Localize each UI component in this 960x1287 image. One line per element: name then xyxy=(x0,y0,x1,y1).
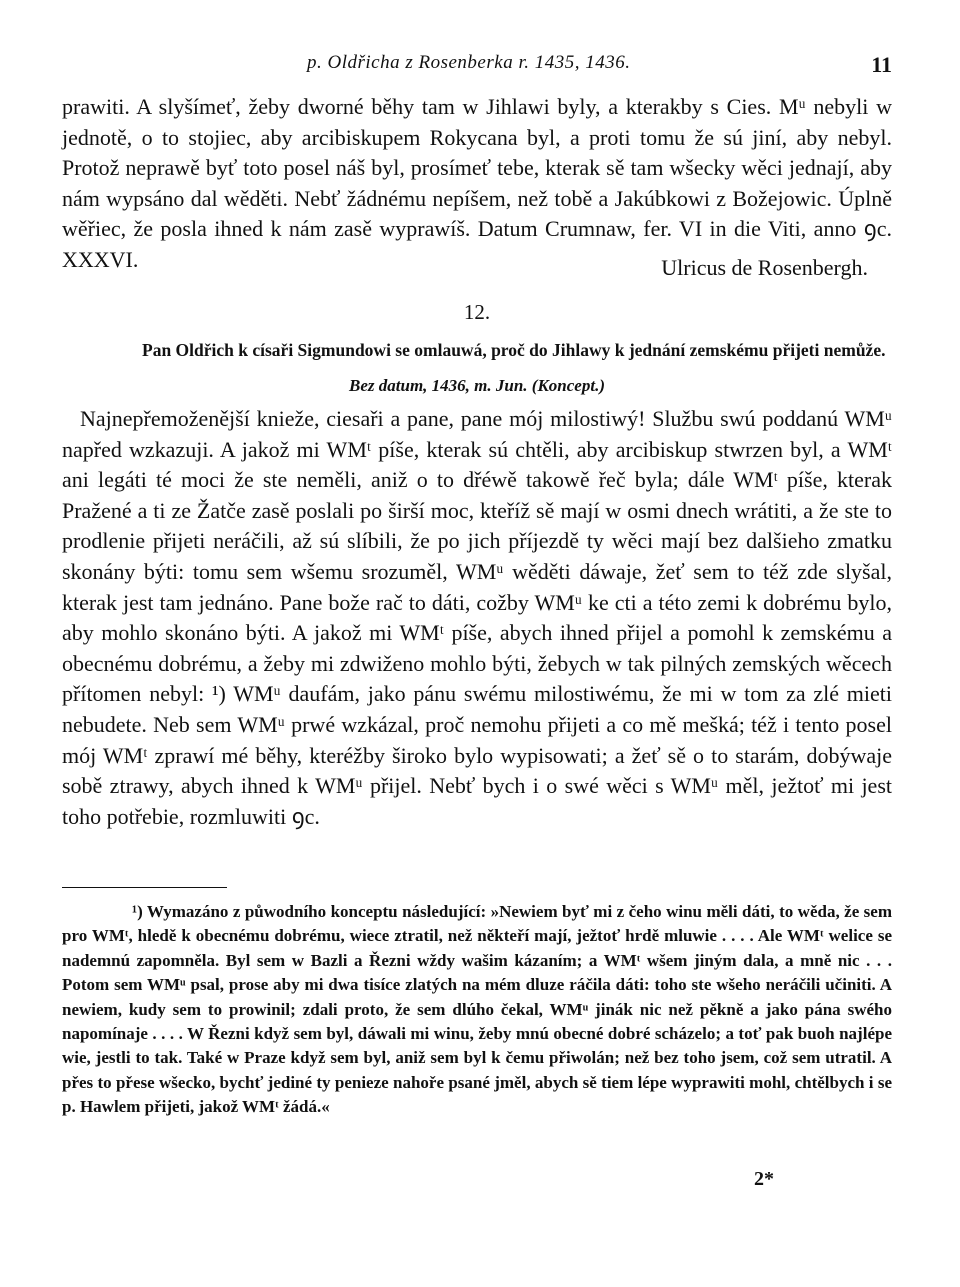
letter-11-signature: Ulricus de Rosenbergh. xyxy=(661,255,868,280)
letter-12-text: Najnepřemoženější knieže, ciesaři a pane, pane mój milostiwý! Službu swú poddanú WMᵘ napřed wzkazuji. A jakož mi WMᵗ píše, kterak sú chtěli, aby arcibiskup stwrzen byl, a WMᵗ ani legáti té moci že ste neměli, aniž o to dřéwě takowě řeč byla; dále WMᵗ píše, kterak Pražené a ti ze Žatče zasě poslali po širší moc, kteříž sě mají w osmi dnech wrátiti, a že ste to prodlenie přijeti neráčili, až sú slíbili, že po jich příjezdě ty wěci mají bez dalšieho zmatku skonány býti: tomu sem wšemu srozuměl, WMᵘ wěděti dáwaje, žeť sem to též zde slyšal, kterak jest tam jednáno. Pane bože rač to dáti, cožby WMᵘ ke cti a této zemi k dobrému bylo, aby mohlo skonáno býti. A jakož mi WMᵗ píše, abych ihned přijel a pomohl k zemskému a obecnému dobrému, a žeby mi zdwiženo mohlo býti, žebych w tak pilných zemských wěcech přítomen nebyl: ¹) WMᵘ daufám, jako pánu swému milostiwému, že mi w tom za zlé mieti nebudete. Neb sem WMᵘ prwé wzkázal, proč nemohu přijeti a co mě mešká; též i tento posel mój WMᵗ zprawí mé běhy, kteréžby široko bylo wypisowati; a žeť sě o to starám, dobýwaje sobě ztrawy, abych ihned k WMᵘ přijel. Nebť bych i o swé wěci s WMᵘ měl, ježtoť mi jest toho potřebie, rozmluwiti ꝯc. xyxy=(62,406,892,829)
book-page xyxy=(62,0,892,1287)
letter-11-text: prawiti. A slyšímeť, žeby dworné běhy tam w Jihlawi byly, a kterakby s Cies. Mᵘ nebyli w jednotě, o to stojiec, aby arcibiskupem Rokycana byl, a proti tomu že sú jiní, aby nebyl. Protož neprawě byť toto posel náš byl, prosímeť tebe, kterak sě tam wšecky wěci jednají, aby nám wypsáno dal wěděti. Nebť žádnému nepíšem, než tobě a Jakúbkowi z Božejowic. Úplně wěřiec, že posla ihned k nám zasě wyprawíš. Datum Crumnaw, fer. VI in die Viti, anno ꝯc. XXXVI. xyxy=(62,94,892,272)
printer-signature-mark: 2* xyxy=(754,1168,774,1190)
document-date: Bez datum, 1436, m. Jun. (Koncept.) xyxy=(349,376,605,395)
document-number: 12. xyxy=(463,300,491,324)
page-number: 11 xyxy=(871,52,892,77)
footnote-1: ¹) Wymazáno z půwodního konceptu následující: »Newiem byť mi z čeho winu měli dáti, to wěda, že sem pro WMᵗ, hledě k obecnému dobrému, wiece ztratil, než někteří mají, ježtoť hrdě mluwie . . . . Ale WMᵗ welice se nademnú zapomněla. Byl sem w Bazli a Řezni wždy wašim kázaním; a WMᵗ wšem jiným dala, a mně nic . . . Potom sem WMᵘ psal, prose aby mi dwa tisíce zlatých na mém dluze ráčila dáti: toho ste wšeho neráčili učiniti. A newiem, kudy sem to prowinil; zdali proto, že sem dlúho čekal, WMᵘ jinák nic než pěkně a jako pána swého napomínaje . . . . W Řezni když sem byl, dáwali mi winu, žeby mnú obecné dobré scházelo; a toť pak buoh najlépe wie, jestli to tak. Také w Praze když sem byl, aniž sem byl k čemu přiwolán; než bez toho jsem, což sem utratil. A přes to přese wšecko, bychť jediné ty penieze nahoře psané jměl, abych sě tiem lépe wyprawiti mohl, chtělbych i se p. Hawlem přijeti, jakož WMᵗ žádá.« xyxy=(62,902,892,1117)
running-title: p. Oldřicha z Rosenberka r. 1435, 1436. xyxy=(307,52,631,73)
footnote-separator xyxy=(62,887,227,888)
document-regest: Pan Oldřich k císaři Sigmundowi se omlauwá, proč do Jihlawy k jednání zemskému přijeti nemůže. xyxy=(142,340,886,360)
page-header xyxy=(62,52,892,80)
